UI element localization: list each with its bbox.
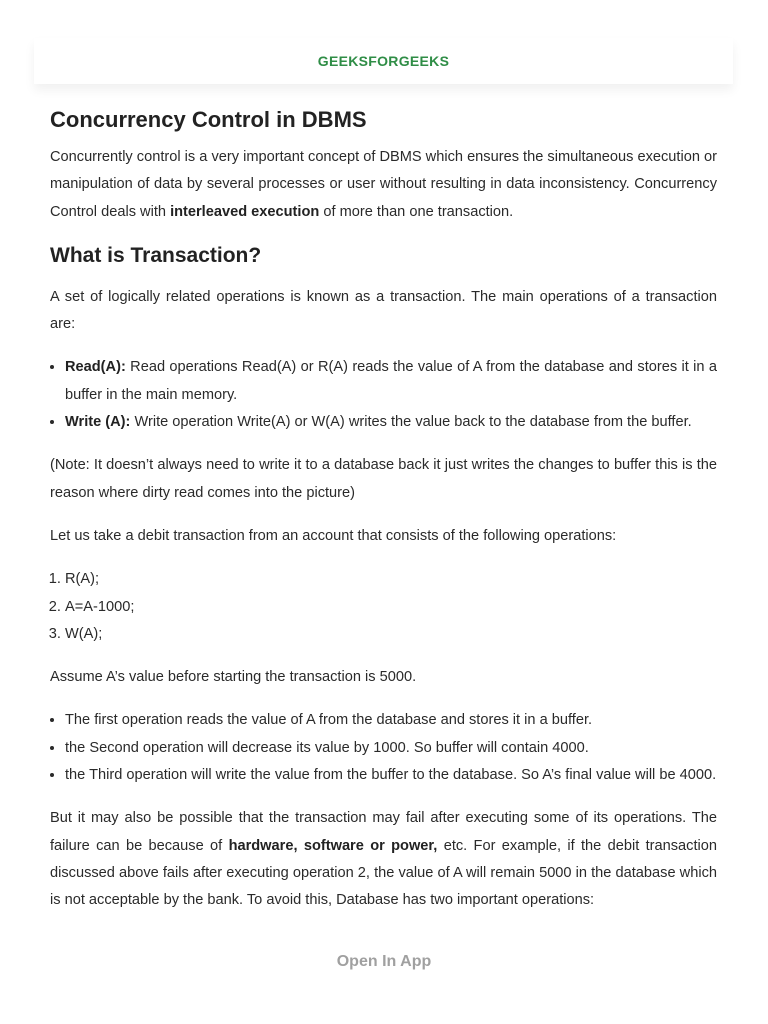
failure-text-end: etc. For example, if the debit transaction discussed above fails after executing operation 2, the value of A will remain 5000 in the database which is not acceptable by the bank. To avoid this, Database has two important operations:: [50, 837, 717, 909]
failure-text: But it may also be possible that the transaction may fail after executing some of its operations. The failure can be because of: [50, 810, 717, 854]
list-item: [65, 409, 717, 436]
list-item: 1. R(A);: [65, 566, 717, 593]
operations-list: [50, 354, 717, 436]
list-item: • The first operation reads the value of A from the database and stores it in a buffer.: [65, 707, 717, 734]
intro-text: Concurrently control is a very important concept of DBMS which ensures the simultaneous execution or manipulation of data by several processes or user without resulting in data inconsistency. Concurrency Control deals with: [50, 149, 717, 220]
intro-paragraph: [50, 144, 717, 226]
article-content: [50, 106, 717, 931]
article-title: Concurrency Control in DBMS: [50, 107, 367, 132]
operation-desc: Read operations Read(A) or R(A) reads the value of A from the database and stores it in a buffer in the main memory.: [65, 359, 717, 403]
list-item: [65, 354, 717, 409]
operation-term: Read(A):: [65, 359, 126, 376]
section-heading: What is Transaction?: [50, 243, 262, 267]
note-paragraph: (Note: It doesn’t always need to write it to a database back it just writes the changes to buffer this is the reason where dirty read comes into the picture): [50, 457, 717, 501]
intro-bold: interleaved execution: [170, 203, 320, 220]
failure-bold: hardware, software or power,: [228, 837, 438, 854]
debit-steps-list: [50, 566, 717, 648]
operation-desc: Write operation Write(A) or W(A) writes the value back to the database from the buffer.: [130, 414, 692, 431]
debit-intro: Let us take a debit transaction from an account that consists of the following operations:: [50, 527, 617, 544]
list-item: • the Second operation will decrease its value by 1000. So buffer will contain 4000.: [65, 735, 717, 762]
operation-term: Write (A):: [65, 414, 131, 431]
open-in-app-button[interactable]: Open In App: [336, 953, 432, 970]
site-header: [34, 38, 733, 84]
assume-paragraph: Assume A’s value before starting the transaction is 5000.: [50, 669, 417, 686]
list-item: 3. W(A);: [65, 621, 717, 648]
failure-paragraph: [50, 805, 717, 914]
list-item: 2. A=A-1000;: [65, 594, 717, 621]
brand-logo-text[interactable]: GEEKSFORGEEKS: [317, 53, 450, 69]
list-item: • the Third operation will write the value from the buffer to the database. So A’s final value will be 4000.: [65, 762, 717, 789]
transaction-definition: A set of logically related operations is known as a transaction. The main operations of a transaction are:: [50, 288, 717, 333]
intro-text-end: of more than one transaction.: [319, 203, 514, 220]
explanations-list: [50, 707, 717, 789]
